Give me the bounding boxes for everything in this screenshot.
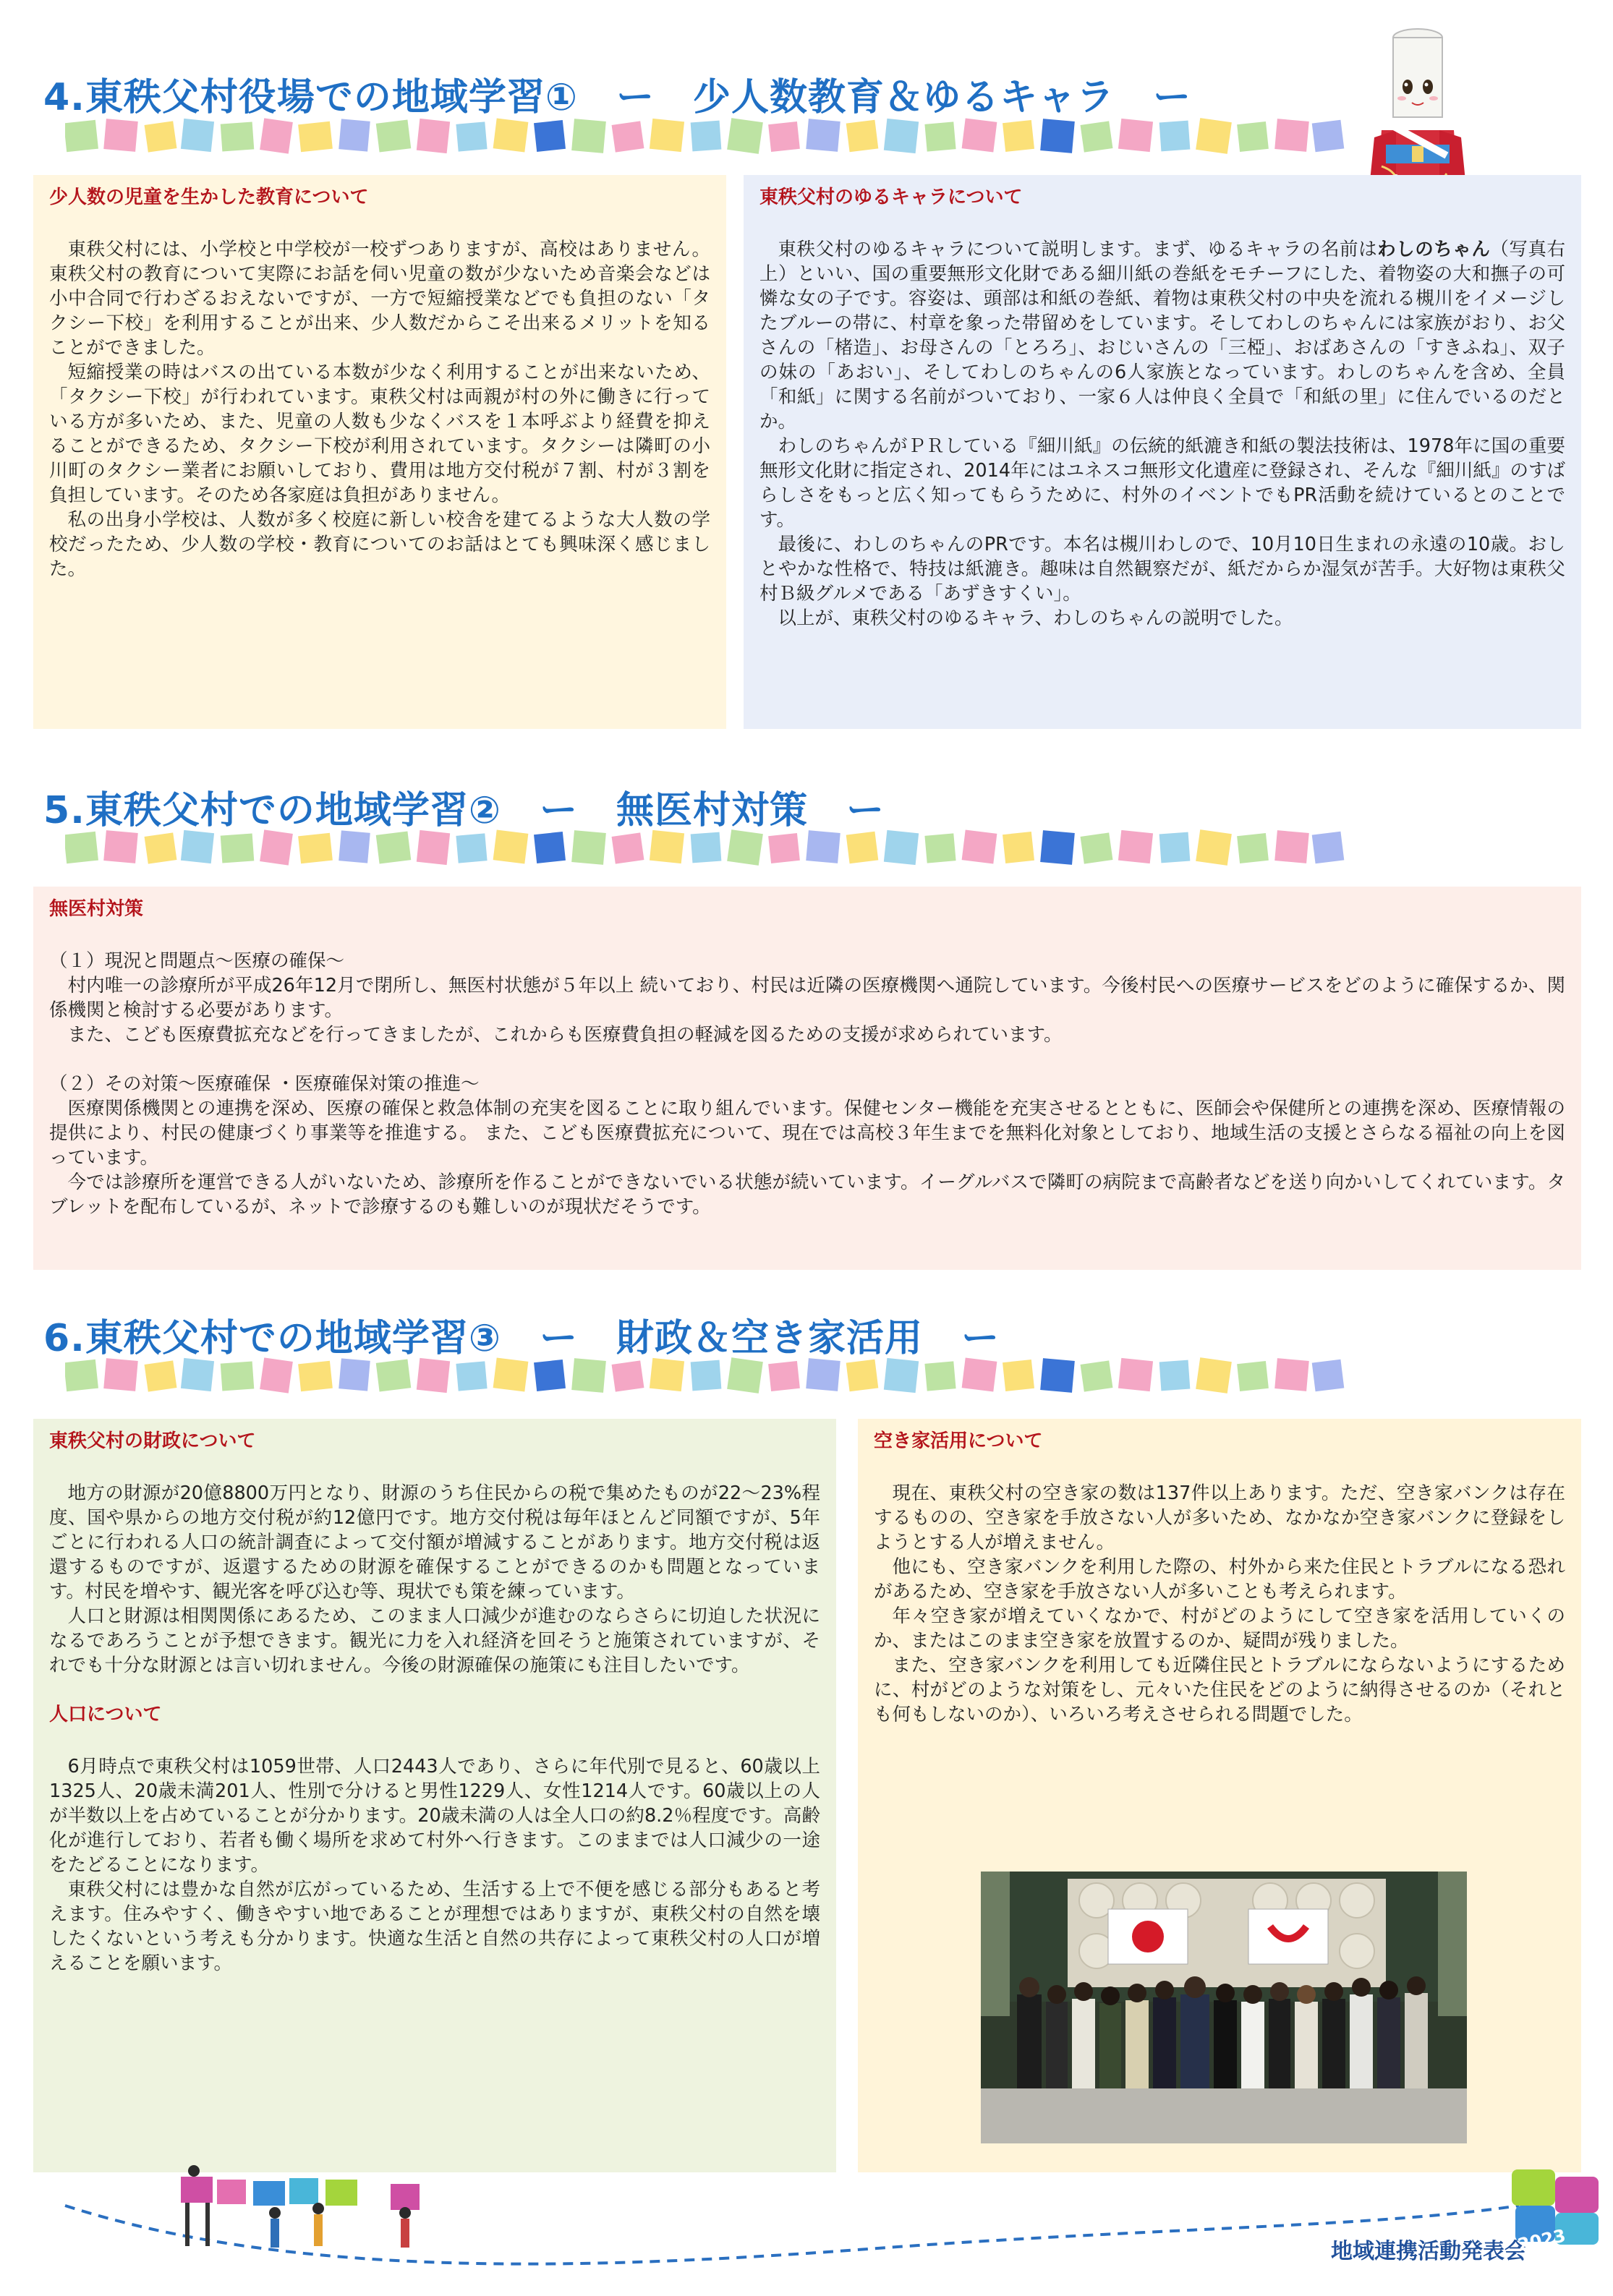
section6-title: 6.東秩父村での地域学習③ ー 財政＆空き家活用 ー [43,1317,1000,1360]
vacant-house-paragraph-3: 年々空き家が増えていくなかで、村がどのようにして空き家を活用していくのか、またはこのまま空き家を放置するのか、疑問が残りました。 [874,1605,1565,1652]
mascot-heading: 東秩父村のゆるキャラについて [759,187,1023,208]
vacant-house-heading: 空き家活用について [874,1430,1043,1452]
mascot-paragraph-3: 最後に、わしのちゃんのPRです。本名は槻川わしので、10月10日生まれの永遠の10歳。おしとやかな性格で、特技は紙漉き。趣味は自然観察だが、紙だからか湿気が苦手。大好物は東秩父村Ｂ級グルメである「あずきすくい」。 [759,534,1565,605]
vacant-house-paragraph-4: また、空き家バンクを利用しても近隣住民とトラブルにならないようにするために、村がどのような対策をし、元々いた住民をどのように納得させるのか（それとも何もしないのか）、いろいろ考えさせられる問題でした。 [874,1655,1565,1725]
population-paragraph-2: 東秩父村には豊かな自然が広がっているため、生活する上で不便を感じる部分もあると考えます。住みやすく、働きやすい地であることが理想ではありますが、東秩父村の自然を壊したくないという考えも分かります。快適な生活と自然の共存によって東秩父村の人口が増えることを願います。 [49,1879,820,1974]
population-heading: 人口について [49,1704,162,1725]
footer-title: 地域連携活動発表会 [1331,2239,1526,2264]
medical-subheading-1: （１）現況と問題点～医療の確保～ [49,950,345,972]
rural-medical-box [33,887,1581,1270]
finance-heading: 東秩父村の財政について [49,1430,256,1452]
education-heading: 少人数の児童を生かした教育について [49,187,369,208]
finance-paragraph-2: 人口と財源は相関関係にあるため、このまま人口減少が進むのならさらに切迫した状況になるであろうことが予想できます。観光に力を入れ経済を回そうと施策されていますが、それでも十分な財源とは言い切れません。今後の財源確保の施策にも注目したいです。 [49,1605,820,1676]
education-paragraph-1: 東秩父村には、小学校と中学校が一校ずつありますが、高校はありません。東秩父村の教育について実際にお話を伺い児童の数が少ないため音楽会などは小中合同で行わざるおえないですが、一方で短縮授業などでも負担のない「タクシー下校」を利用することが出来、少人数だからこそ出来るメリットを知ることができました。 [49,239,710,359]
confetti-divider-6 [65,1355,1345,1396]
vacant-house-paragraph-1: 現在、東秩父村の空き家の数は137件以上あります。ただ、空き家バンクは存在するものの、空き家を手放さない人が多いため、なかなか空き家バンクに登録をしようとする人が増えません。 [874,1482,1565,1553]
mascot-paragraph-1: 東秩父村のゆるキャラについて説明します。まず、ゆるキャラの名前はわしのちゃん（写真右上）といい、国の重要無形文化財である細川紙の巻紙をモチーフにした、着物姿の大和撫子の可憐な女の子です。容姿は、頭部は和紙の巻紙、着物は東秩父村の中央を流れる槻川をイメージしたブルーの帯に、村章を象った帯留めをしています。そしてわしのちゃんには家族がおり、お父さんの「楮造」、お母さんの「とろろ」、おじいさんの「三椏」、おばあさんの「すきふね」、双子の妹の「あおい」、そしてわしのちゃんの6人家族となっています。わしのちゃんを含め、全員「和紙」に関する名前がついており、一家６人は仲良く全員で「和紙の里」に住んでいるのだとか。 [759,239,1565,432]
population-paragraph-1: 6月時点で東秩父村は1059世帯、人口2443人であり、さらに年代別で見ると、60歳以上1325人、20歳未満201人、性別で分けると男性1229人、女性1214人です。60歳以上の人が半数以上を占めていることが分かります。20歳未満の人は全人口の約8.2％程度です。高齢化が進行しており、若者も働く場所を求めて村外へ行きます。このままでは人口減少の一途をたどることになります。 [49,1756,820,1876]
group-photo [981,1872,1467,2143]
section5-title: 5.東秩父村での地域学習② ー 無医村対策 ー [43,789,885,832]
mascot-paragraph-2: わしのちゃんがＰＲしている『細川紙』の伝統的紙漉き和紙の製法技術は、1978年に国の重要無形文化財に指定され、2014年にはユネスコ無形文化遺産に登録され、そんな『細川紙』のすばらしさをもっと広く知ってもらうために、村外のイベントでもPR活動を続けているとのことです。 [759,435,1565,531]
mascot-name: わしのちゃん [1377,239,1491,260]
rural-medical-heading: 無医村対策 [49,898,144,920]
confetti-divider-4 [65,116,1345,156]
medical-subheading-2: （２）その対策～医療確保 ・医療確保対策の推進～ [49,1073,480,1095]
vacant-house-paragraph-2: 他にも、空き家バンクを利用した際の、村外から来た住民とトラブルになる恐れがあるため、空き家を手放さない人が多いことも考えられます。 [874,1556,1565,1602]
mascot-paragraph-4: 以上が、東秩父村のゆるキャラ、わしのちゃんの説明でした。 [778,607,1293,629]
confetti-divider-5 [65,827,1345,868]
finance-box [33,1419,836,2172]
finance-paragraph-1: 地方の財源が20億8800万円となり、財源のうち住民からの税で集めたものが22～23%程度、国や県からの地方交付税が約12億円です。地方交付税は毎年ほとんど同額ですが、5年ごとに行われる人口の統計調査によって交付額が増減することがあります。地方交付税は返還するものですが、返還するための財源を確保することができるのかも問題となっています。村民を増やす、観光客を呼び込む等、現状でも策を練っています。 [49,1482,820,1602]
section4-title: 4.東秩父村役場での地域学習① ー 少人数教育＆ゆるキャラ ー [43,76,1191,119]
education-box [33,175,726,729]
footer-year: 2023 [1515,2225,1567,2256]
medical-paragraph-2: また、こども医療費拡充などを行ってきましたが、これからも医療費負担の軽減を図るための支援が求められています。 [67,1024,1063,1046]
footer-decoration [0,2162,1613,2296]
puzzle-people-illustration [181,2165,420,2248]
education-paragraph-3: 私の出身小学校は、人数が多く校庭に新しい校舎を建てるような大人数の学校だったため、少人数の学校・教育についてのお話はとても興味深く感じました。 [49,509,710,580]
education-paragraph-2: 短縮授業の時はバスの出ている本数が少なく利用することが出来ないため、「タクシー下校」が行われています。東秩父村は両親が村の外に働きに行っている方が多いため、また、児童の人数も少なくバスを１本呼ぶより経費を抑えることができるため、タクシー下校が利用されています。タクシーは隣町の小川町のタクシー業者にお願いしており、費用は地方交付税が７割、村が３割を負担しています。そのため各家庭は負担がありません。 [49,362,710,506]
medical-paragraph-3: 医療関係機関との連携を深め、医療の確保と救急体制の充実を図ることに取り組んでいます。保健センター機能を充実させるとともに、医師会や保健所との連携を深め、医療情報の提供により、村民の健康づくり事業等を推進する。 また、こども医療費拡充について、現在では高校３年生までを無料化対象としており、地域生活の支援とさらなる福祉の向上を図っています。 [49,1098,1565,1169]
medical-paragraph-4: 今では診療所を運営できる人がいないため、診療所を作ることができないでいる状態が続いています。イーグルバスで隣町の病院まで高齢者などを送り向かいしてくれています。タブレットを配布しているが、ネットで診療するのも難しいのが現状だそうです。 [49,1172,1565,1218]
mascot-box [744,175,1581,729]
medical-paragraph-1: 村内唯一の診療所が平成26年12月で閉所し、無医村状態が５年以上 続いており、村民は近隣の医療機関へ通院しています。今後村民への医療サービスをどのように確保するか、関係機関と検討する必要があります。 [49,975,1565,1021]
